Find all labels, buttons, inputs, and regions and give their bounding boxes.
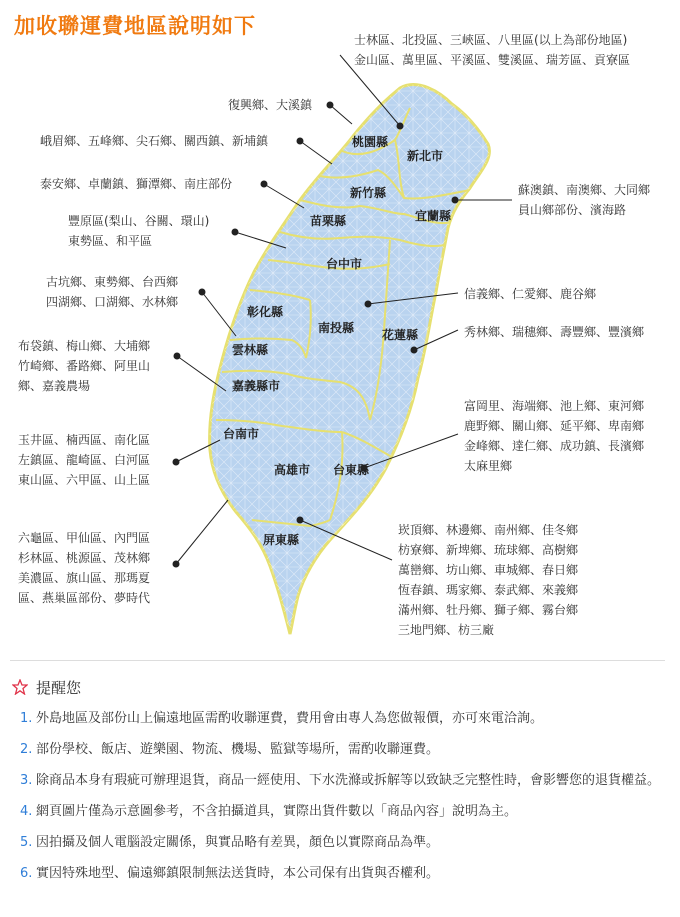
callout-taichung: 豐原區(梨山、谷關、環山) 東勢區、和平區 [68,214,210,248]
county-label: 雲林縣 [232,343,269,357]
county-label: 新竹縣 [350,186,387,200]
county-label: 屏東縣 [263,533,300,547]
callout-taoyuan: 復興鄉、大溪鎮 [228,98,313,112]
county-label: 台東縣 [333,463,370,477]
reminder-title: 提醒您 [36,678,82,697]
callout-yilan: 蘇澳鎮、南澳鄉、大同鄉 員山鄉部份、濱海路 [518,183,651,217]
callout-nantou: 信義鄉、仁愛鄉、鹿谷鄉 [464,287,597,301]
star-icon [12,679,28,695]
county-label: 台中市 [326,257,363,271]
county-label: 南投縣 [318,321,355,335]
list-item: 5. 因拍攝及個人電腦設定關係，與實品略有差異，顏色以實際商品為準。 [20,835,440,850]
county-label: 台南市 [223,427,260,441]
county-label: 彰化縣 [247,305,284,319]
callout-chiayi: 布袋鎮、梅山鄉、大埔鄉 竹崎鄉、番路鄉、阿里山 鄉、嘉義農場 [18,339,151,393]
callout-taitung: 富岡里、海端鄉、池上鄉、東河鄉 鹿野鄉、關山鄉、延平鄉、卑南鄉 金峰鄉、達仁鄉、成功鎮、長濱鄉 太麻里鄉 [464,399,645,473]
county-label: 嘉義縣市 [232,379,281,393]
list-item: 3. 除商品本身有瑕疵可辦理退貨，商品一經使用、下水洗滌或拆解等以致缺乏完整性時，會影響您的退貨權益。 [20,773,661,788]
section-divider [10,660,665,661]
callout-tainan: 玉井區、楠西區、南化區 左鎮區、龍崎區、白河區 東山區、六甲區、山上區 [18,433,151,487]
county-label: 宜蘭縣 [415,209,452,223]
county-label: 苗栗縣 [310,214,347,228]
callout-hsinchu: 峨眉鄉、五峰鄉、尖石鄉、關西鎮、新埔鎮 [40,134,269,148]
page-title: 加收聯運費地區說明如下 [14,14,256,38]
county-label: 花蓮縣 [382,328,419,342]
county-label: 桃園縣 [352,135,389,149]
callout-pingtung: 崁頂鄉、林邊鄉、南州鄉、佳冬鄉 枋寮鄉、新埤鄉、琉球鄉、高樹鄉 萬巒鄉、坊山鄉、車城鄉、春日鄉 恆春鎮、瑪家鄉、泰武鄉、來義鄉 滿州鄉、牡丹鄉、獅子鄉、霧台鄉 三地門鄉、枋三廠 [398,523,579,637]
list-item: 4. 網頁圖片僅為示意圖參考，不含拍攝道具，實際出貨件數以「商品內容」說明為主。 [20,804,518,819]
callout-hualien: 秀林鄉、瑞穗鄉、壽豐鄉、豐濱鄉 [464,325,645,339]
callout-kaohsiung: 六龜區、甲仙區、內門區 杉林區、桃源區、茂林鄉 美濃區、旗山區、那瑪夏 區、燕巢區部份、夢時代 [18,531,151,605]
callout-miaoli: 泰安鄉、卓蘭鎮、獅潭鄉、南庄部份 [40,177,233,191]
county-label: 新北市 [407,149,444,163]
reminder-list [20,708,665,894]
list-item: 6. 實因特殊地型、偏遠鄉鎮限制無法送貨時，本公司保有出貨與否權利。 [20,866,440,881]
callout-new-taipei: 士林區、北投區、三峽區、八里區(以上為部份地區) 金山區、萬里區、平溪區、雙溪區、瑞芳區、貢寮區 [354,33,631,67]
callout-yunlin: 古坑鄉、東勢鄉、台西鄉 四湖鄉、口湖鄉、水林鄉 [46,275,179,309]
list-item: 2. 部份學校、飯店、遊樂園、物流、機場、監獄等場所，需酌收聯運費。 [20,742,440,757]
list-item: 1. 外島地區及部份山上偏遠地區需酌收聯運費，費用會由專人為您做報價，亦可來電洽詢。 [20,711,544,726]
county-label: 高雄市 [274,463,311,477]
reminder-heading [12,676,81,698]
